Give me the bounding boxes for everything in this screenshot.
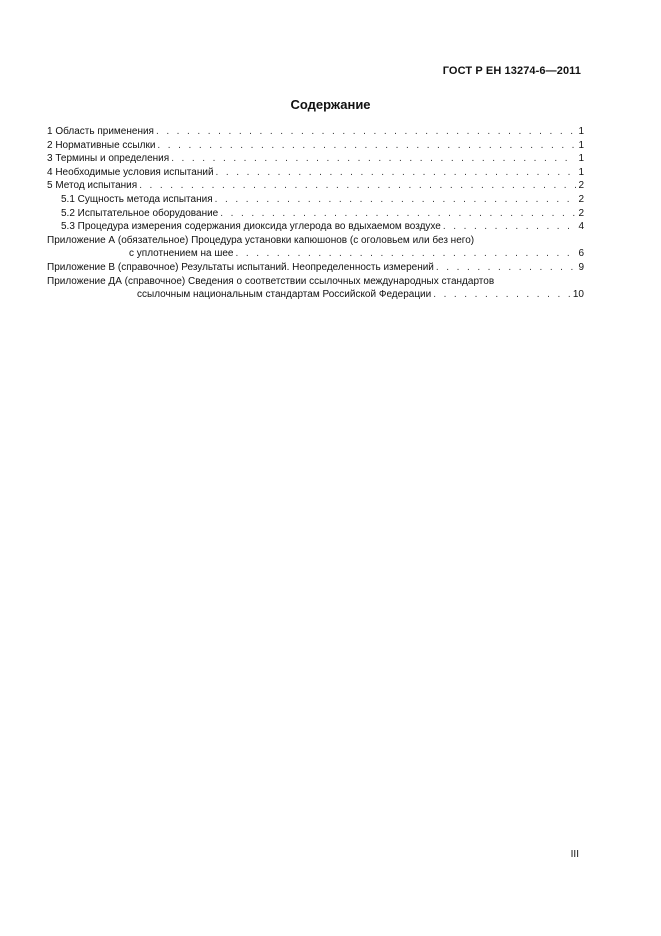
dot-leader — [220, 207, 576, 221]
toc-entry-label: 5.1 Сущность метода испытания — [61, 193, 213, 205]
dot-leader — [215, 193, 577, 207]
dot-leader — [171, 152, 576, 166]
toc-entry-label: 4 Необходимые условия испытаний — [47, 166, 214, 178]
toc-entry-test-method[interactable] — [47, 179, 584, 193]
dot-leader — [139, 179, 576, 193]
toc-entry-label: 2 Нормативные ссылки — [47, 139, 156, 151]
toc-entry-normative-references[interactable] — [47, 139, 584, 153]
toc-entry-scope[interactable] — [47, 125, 584, 139]
toc-entry-label: 3 Термины и определения — [47, 153, 170, 165]
toc-entry-label: Приложение ДА (справочное) Сведения о соответствии ссылочных международных стандартов — [47, 275, 495, 287]
toc-entry-terms[interactable] — [47, 152, 584, 166]
dot-leader — [433, 288, 571, 302]
toc-entry-label: Приложение В (справочное) Результаты испытаний. Неопределенность измерений — [47, 261, 434, 273]
toc-entry-page: 1 — [578, 153, 584, 165]
dot-leader — [157, 139, 576, 153]
toc-entry-label: 1 Область применения — [47, 126, 154, 137]
toc-entry-page: 1 — [578, 139, 584, 151]
toc-entry-annex-da[interactable] — [47, 275, 584, 289]
dot-leader — [216, 166, 577, 180]
dot-leader — [443, 220, 577, 234]
table-of-contents — [47, 125, 584, 302]
toc-entry-test-conditions[interactable] — [47, 166, 584, 180]
toc-entry-label-continuation: с уплотнением на шее — [129, 248, 234, 260]
toc-entry-page: 9 — [578, 261, 584, 273]
toc-entry-co2-procedure[interactable] — [47, 220, 584, 234]
toc-entry-page: 1 — [578, 166, 584, 178]
dot-leader — [235, 247, 576, 261]
page-number: III — [570, 849, 579, 860]
toc-entry-page: 10 — [572, 289, 584, 301]
toc-entry-page: 4 — [578, 221, 584, 233]
dot-leader — [156, 125, 576, 139]
toc-title: Содержание — [290, 97, 371, 112]
dot-leader — [436, 261, 577, 275]
toc-entry-method-essence[interactable] — [47, 193, 584, 207]
toc-entry-annex-da-continuation[interactable] — [47, 288, 584, 302]
toc-entry-annex-b[interactable] — [47, 261, 584, 275]
toc-entry-page: 1 — [578, 126, 584, 137]
toc-entry-page: 2 — [578, 180, 584, 192]
toc-entry-label: 5.3 Процедура измерения содержания диоксида углерода во вдыхаемом воздухе — [61, 221, 441, 233]
toc-entry-page: 2 — [578, 193, 584, 205]
toc-entry-label: 5 Метод испытания — [47, 180, 138, 192]
toc-entry-label: 5.2 Испытательное оборудование — [61, 207, 219, 219]
toc-entry-annex-a[interactable] — [47, 234, 584, 248]
toc-entry-annex-a-continuation[interactable] — [47, 247, 584, 261]
toc-entry-page: 6 — [578, 248, 584, 260]
toc-entry-label: Приложение А (обязательное) Процедура установки капюшонов (с оголовьем или без него) — [47, 234, 475, 246]
toc-entry-test-equipment[interactable] — [47, 207, 584, 221]
toc-entry-page: 2 — [578, 207, 584, 219]
toc-entry-label-continuation: ссылочным национальным стандартам Российской Федерации — [137, 289, 432, 301]
document-code: ГОСТ Р ЕН 13274-6—2011 — [442, 65, 581, 77]
